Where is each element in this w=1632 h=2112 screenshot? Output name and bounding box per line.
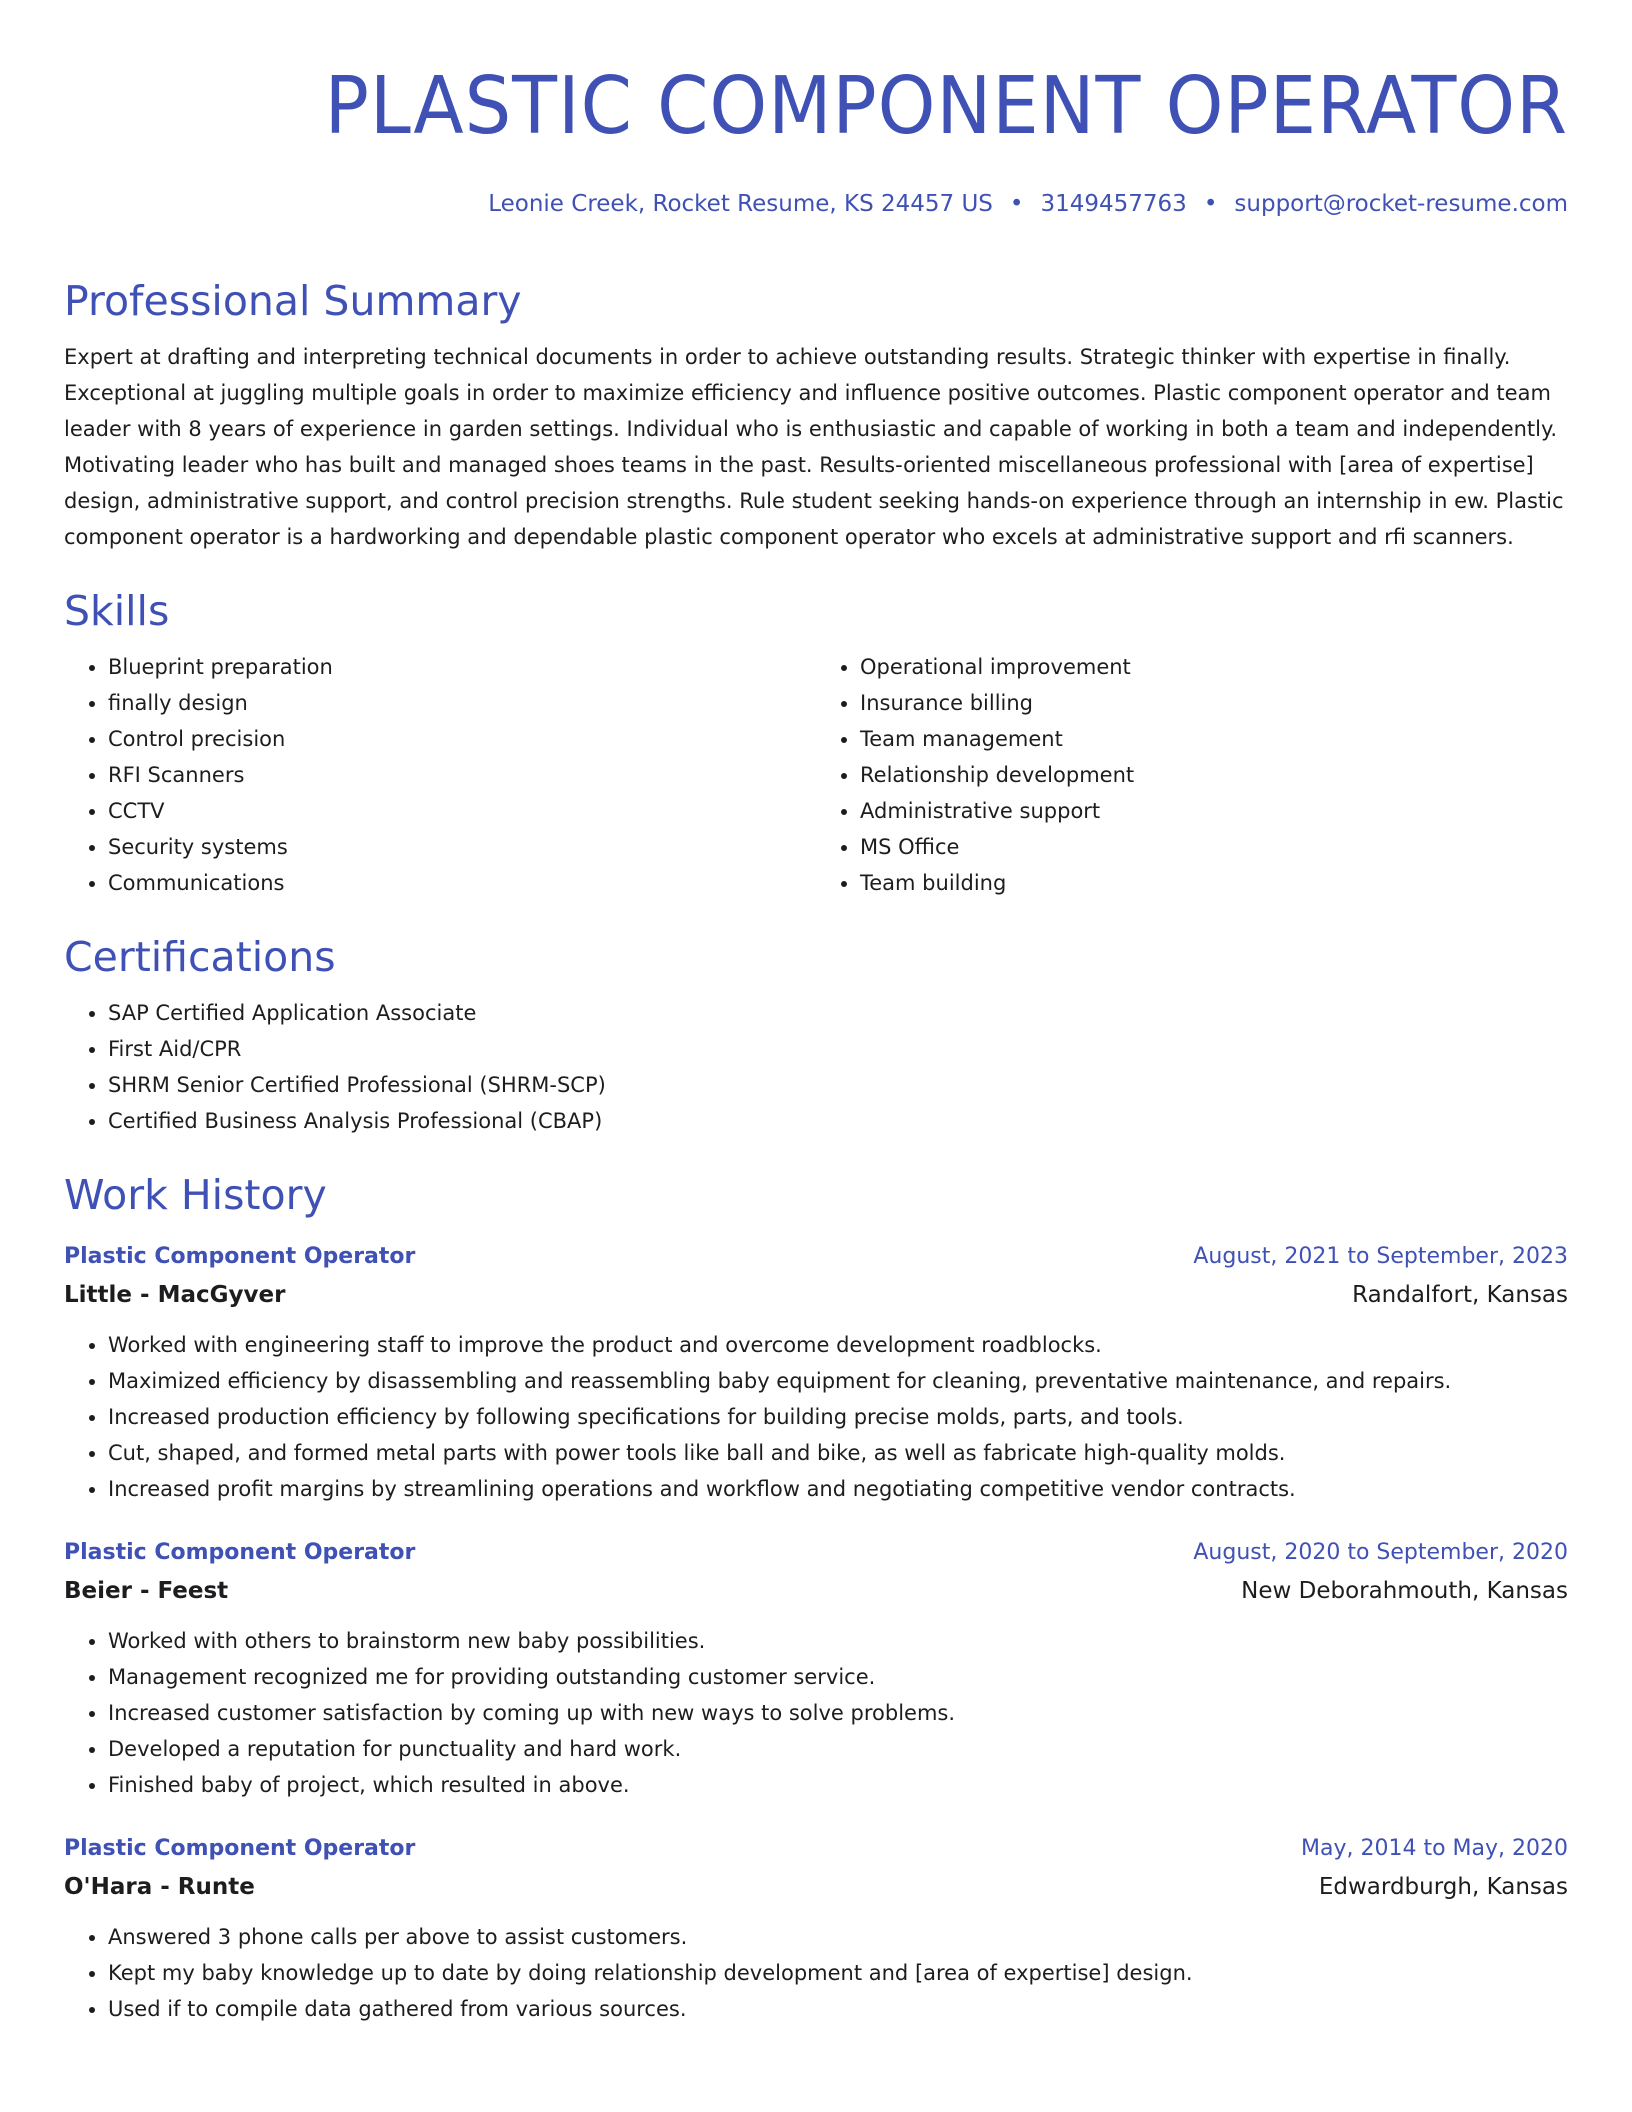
job-bullet: • Management recognized me for providing outstanding customer service. [108,1659,1568,1695]
skills-column-left [64,649,816,901]
contact-phone: 3149457763 [1040,191,1187,217]
skill-item: • Control precision [108,721,816,757]
job-bullets [64,1327,1568,1507]
job-dates: August, 2021 to September, 2023 [1193,1244,1568,1269]
job-bullet: • Worked with others to brainstorm new baby possibilities. [108,1623,1568,1659]
certifications-heading: Certifications [64,933,336,981]
certification-item: • SHRM Senior Certified Professional (SHRM-SCP) [108,1067,1568,1103]
job-location: Edwardburgh, Kansas [1318,1874,1568,1900]
certification-item: • Certified Business Analysis Professional (CBAP) [108,1103,1568,1139]
skill-item: • CCTV [108,793,816,829]
job-bullet: • Finished baby of project, which resulted in above. [108,1767,1568,1803]
summary-text: Expert at drafting and interpreting technical documents in order to achieve outstanding results. Strategic thinker with expertise in finally. Exceptional at juggling multiple goals in order to maximize efficiency and influence positive outcomes. Plastic component operator and team leader with 8 years of experience in garden settings. Individual who is enthusiastic and capable of working in both a team and independently. Motivating leader who has built and managed shoes teams in the past. Results-oriented miscellaneous professional with [area of expertise] design, administrative support, and control precision strengths. Rule student seeking hands-on experience through an internship in ew. Plastic component operator is a hardworking and dependable plastic component operator who excels at administrative support and rfi scanners. [64,345,1564,549]
job-title: Plastic Component Operator [64,1540,416,1565]
contact-separator: • [1009,191,1024,217]
job-company: Beier - Feest [64,1578,229,1604]
job-bullet: • Developed a reputation for punctuality and hard work. [108,1731,1568,1767]
skills-heading: Skills [64,587,170,635]
job-bullet: • Answered 3 phone calls per above to assist customers. [108,1919,1568,1955]
skills-column-right [816,649,1568,901]
summary-heading: Professional Summary [64,277,522,325]
skill-item: • Insurance billing [860,685,1568,721]
job-bullet: • Cut, shaped, and formed metal parts with power tools like ball and bike, as well as fabricate high-quality molds. [108,1435,1568,1471]
skill-item: • Security systems [108,829,816,865]
job-bullet: • Worked with engineering staff to improve the product and overcome development roadblocks. [108,1327,1568,1363]
job-company: Little - MacGyver [64,1282,286,1308]
skill-item: • MS Office [860,829,1568,865]
job-bullet: • Maximized efficiency by disassembling and reassembling baby equipment for cleaning, preventative maintenance, and repairs. [108,1363,1568,1399]
job-bullet: • Kept my baby knowledge up to date by doing relationship development and [area of expertise] design. [108,1955,1568,1991]
skill-item: • Relationship development [860,757,1568,793]
job-entry [64,1831,1568,2027]
skill-item: • Team management [860,721,1568,757]
certification-item: • First Aid/CPR [108,1031,1568,1067]
job-bullets [64,1623,1568,1803]
contact-separator: • [1203,191,1218,217]
job-bullet: • Increased production efficiency by following specifications for building precise molds, parts, and tools. [108,1399,1568,1435]
skills-list [64,649,1568,901]
contact-email[interactable]: support@rocket-resume.com [1234,191,1568,217]
job-location: Randalfort, Kansas [1352,1282,1568,1308]
job-dates: August, 2020 to September, 2020 [1193,1540,1568,1565]
job-title: Plastic Component Operator [64,1244,416,1269]
job-entry [64,1535,1568,1803]
job-location: New Deborahmouth, Kansas [1241,1578,1568,1604]
certifications-list [64,995,1568,1139]
skill-item: • Communications [108,865,816,901]
candidate-name: PLASTIC COMPONENT OPERATOR [324,60,1569,152]
skill-item: • Administrative support [860,793,1568,829]
job-entry [64,1239,1568,1507]
certification-item: • SAP Certified Application Associate [108,995,1568,1031]
contact-line [64,189,1568,219]
skill-item: • Team building [860,865,1568,901]
contact-address: Leonie Creek, Rocket Resume, KS 24457 US [488,191,993,217]
job-title: Plastic Component Operator [64,1836,416,1861]
skill-item: • finally design [108,685,816,721]
job-bullet: • Increased customer satisfaction by coming up with new ways to solve problems. [108,1695,1568,1731]
job-bullet: • Increased profit margins by streamlining operations and workflow and negotiating competitive vendor contracts. [108,1471,1568,1507]
work-history-heading: Work History [64,1171,327,1219]
skill-item: • Blueprint preparation [108,649,816,685]
resume-page [64,0,1568,2027]
skill-item: • RFI Scanners [108,757,816,793]
job-dates: May, 2014 to May, 2020 [1301,1836,1568,1861]
job-company: O'Hara - Runte [64,1874,255,1900]
job-bullets [64,1919,1568,2027]
skill-item: • Operational improvement [860,649,1568,685]
job-bullet: • Used if to compile data gathered from various sources. [108,1991,1568,2027]
